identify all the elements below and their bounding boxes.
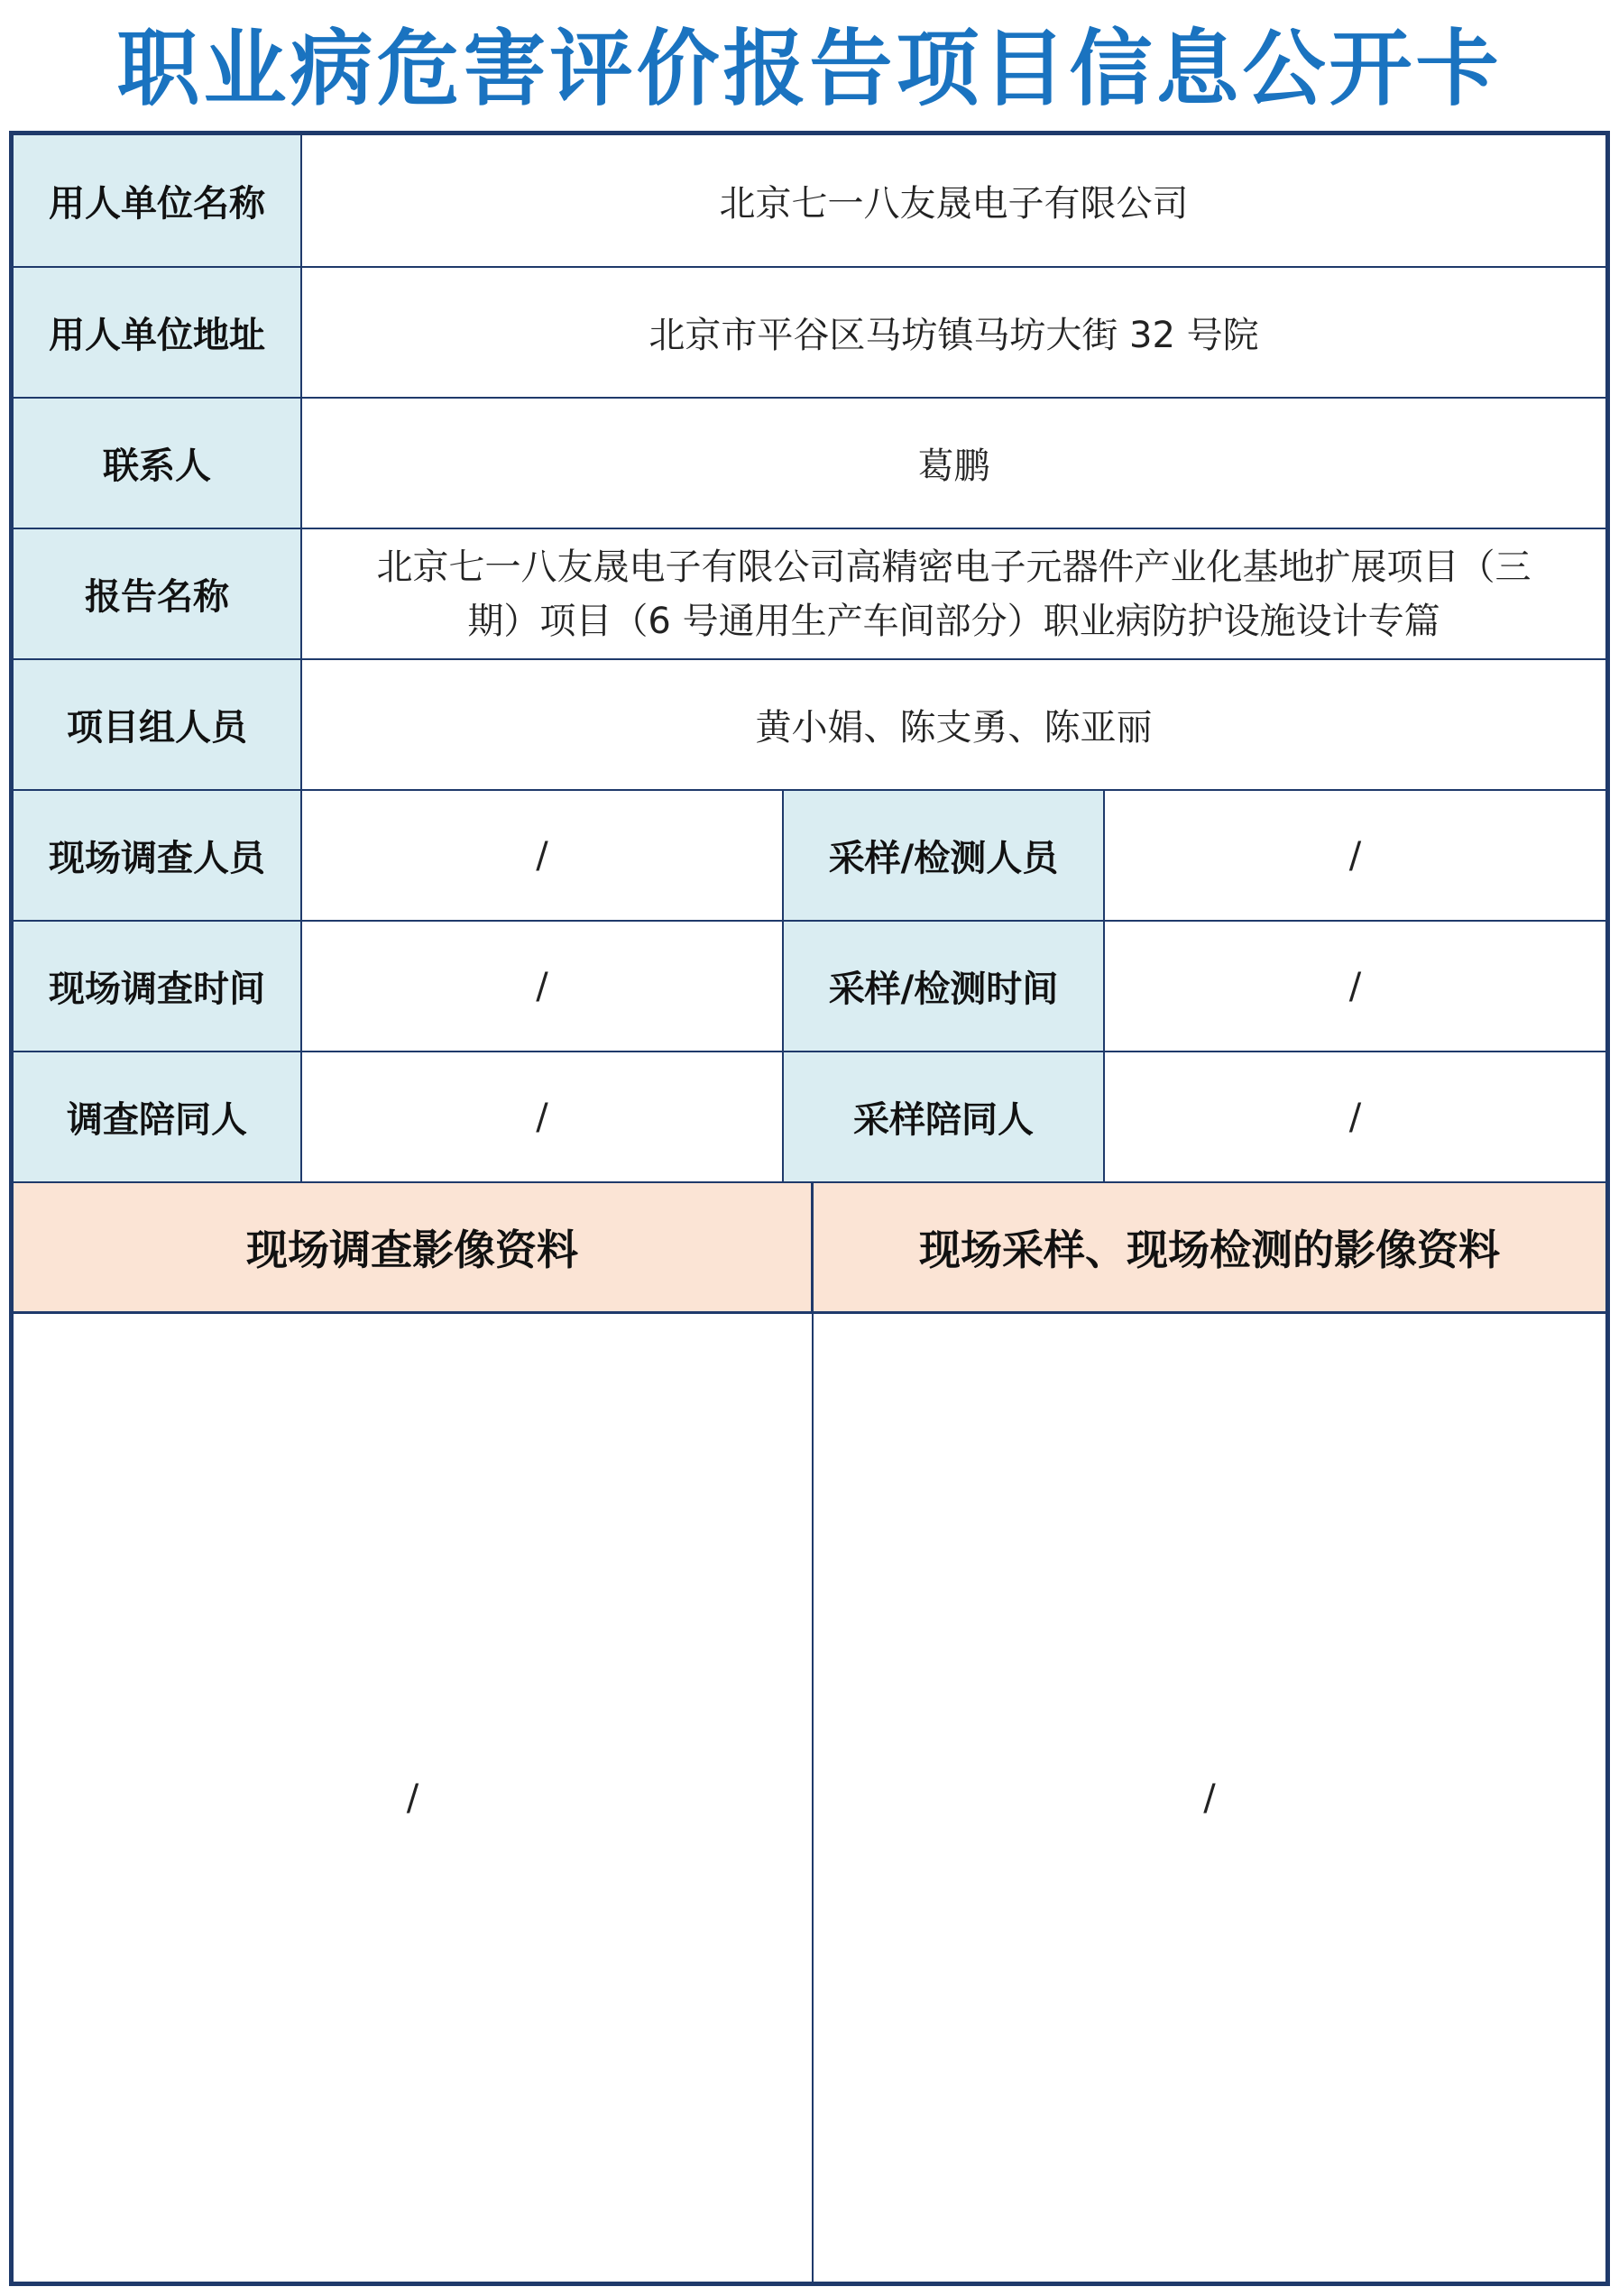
sampling-companion-value: / bbox=[1348, 1096, 1362, 1138]
survey-images-area: / bbox=[14, 1314, 814, 2282]
employer-address-label: 用人单位地址 bbox=[14, 268, 302, 397]
row-survey-time bbox=[14, 922, 1605, 1052]
employer-address-value: 北京市平谷区马坊镇马坊大街 32 号院 bbox=[649, 315, 1259, 356]
row-team bbox=[14, 660, 1605, 791]
row-image-area bbox=[14, 1314, 1605, 2282]
row-employer-address bbox=[14, 268, 1605, 399]
sampling-time-label: 采样/检测时间 bbox=[784, 922, 1105, 1051]
sampling-companion-label: 采样陪同人 bbox=[784, 1052, 1105, 1181]
sampling-staff-value: / bbox=[1348, 834, 1362, 877]
employer-name-label: 用人单位名称 bbox=[14, 135, 302, 266]
contact-value: 葛鹏 bbox=[917, 445, 990, 487]
row-report-name bbox=[14, 529, 1605, 660]
row-image-headers bbox=[14, 1183, 1605, 1314]
row-employer-name bbox=[14, 135, 1605, 268]
survey-companion-value: / bbox=[302, 1052, 784, 1181]
info-card-table bbox=[9, 131, 1610, 2286]
report-name-value bbox=[302, 529, 1605, 658]
survey-time-label: 现场调查时间 bbox=[14, 922, 302, 1051]
employer-name-value: 北京七一八友晟电子有限公司 bbox=[719, 183, 1189, 225]
survey-staff-value: / bbox=[302, 791, 784, 920]
page-title: 职业病危害评价报告项目信息公开卡 bbox=[116, 21, 1503, 117]
team-label: 项目组人员 bbox=[14, 660, 302, 789]
sampling-time-value: / bbox=[1348, 965, 1362, 1007]
row-companion bbox=[14, 1052, 1605, 1183]
sampling-images-area: / bbox=[1203, 1777, 1216, 1819]
survey-images-header: 现场调查影像资料 bbox=[14, 1183, 814, 1311]
report-name-label: 报告名称 bbox=[14, 529, 302, 658]
row-contact bbox=[14, 399, 1605, 529]
report-name-line-1: 北京七一八友晟电子有限公司高精密电子元器件产业化基地扩展项目（三 bbox=[376, 546, 1532, 588]
sampling-images-header: 现场采样、现场检测的影像资料 bbox=[814, 1183, 1605, 1311]
survey-time-value: / bbox=[302, 922, 784, 1051]
sampling-staff-label: 采样/检测人员 bbox=[784, 791, 1105, 920]
survey-companion-label: 调查陪同人 bbox=[14, 1052, 302, 1181]
team-value: 黄小娟、陈支勇、陈亚丽 bbox=[755, 707, 1153, 748]
survey-staff-label: 现场调查人员 bbox=[14, 791, 302, 920]
contact-label: 联系人 bbox=[14, 399, 302, 528]
report-name-line-2: 期）项目（6 号通用生产车间部分）职业病防护设施设计专篇 bbox=[467, 600, 1440, 642]
row-survey-staff bbox=[14, 791, 1605, 922]
